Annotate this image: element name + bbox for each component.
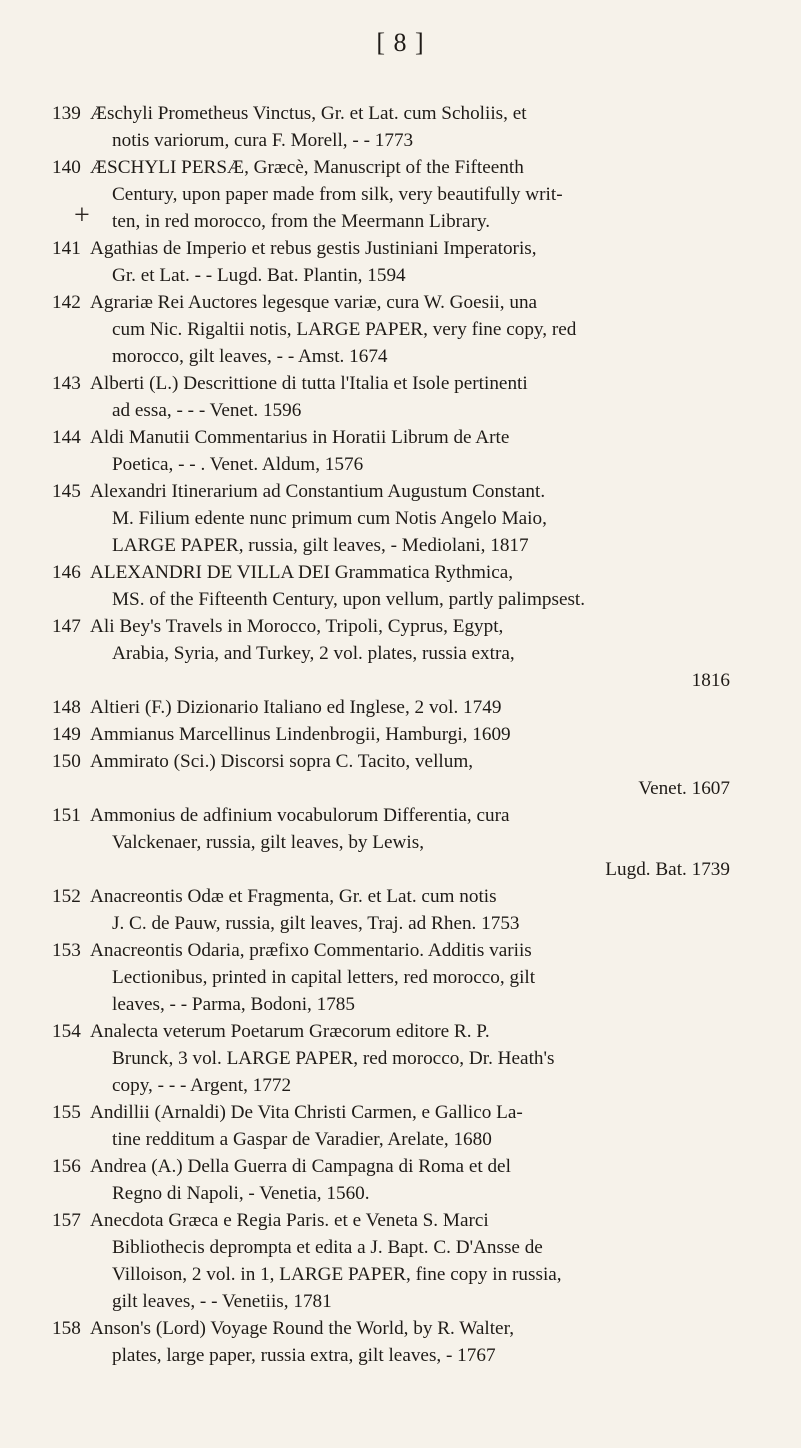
- entry-line: Alberti (L.) Descrittione di tutta l'Italia et Isole pertinenti: [90, 373, 528, 394]
- entry-number: 144: [52, 427, 81, 448]
- entry-number: 149: [52, 724, 81, 745]
- entry-number: 142: [52, 292, 81, 313]
- entry-line: Lugd. Bat. 1739: [605, 859, 730, 880]
- entry-line: gilt leaves, - - Venetiis, 1781: [112, 1291, 332, 1312]
- catalogue-entry: [52, 1153, 732, 1207]
- catalogue-entry: [52, 1315, 732, 1369]
- catalogue-entry: [52, 802, 732, 883]
- entry-line: Agrariæ Rei Auctores legesque variæ, cura W. Goesii, una: [90, 292, 538, 313]
- entry-line: ÆSCHYLI PERSÆ, Græcè, Manuscript of the Fifteenth: [90, 157, 524, 178]
- catalogue-entry: [52, 694, 732, 721]
- catalogue-entries: [52, 100, 732, 1369]
- entry-line: Bibliothecis deprompta et edita a J. Bapt. C. D'Ansse de: [112, 1237, 543, 1258]
- entry-number: 139: [52, 103, 81, 124]
- entry-line: Venet. 1607: [638, 778, 730, 799]
- entry-number: 147: [52, 616, 81, 637]
- entry-line: Poetica, - - . Venet. Aldum, 1576: [112, 454, 364, 475]
- entry-number: 150: [52, 751, 81, 772]
- entry-line: plates, large paper, russia extra, gilt leaves, - 1767: [112, 1345, 496, 1366]
- entry-line: cum Nic. Rigaltii notis, LARGE PAPER, very fine copy, red: [112, 319, 577, 340]
- page-number: [ 8 ]: [376, 28, 425, 57]
- entry-number: 140: [52, 157, 81, 178]
- entry-line: morocco, gilt leaves, - - Amst. 1674: [112, 346, 388, 367]
- entry-line: Brunck, 3 vol. LARGE PAPER, red morocco, Dr. Heath's: [112, 1048, 555, 1069]
- entry-line: leaves, - - Parma, Bodoni, 1785: [112, 994, 355, 1015]
- catalogue-entry: [52, 559, 732, 613]
- entry-line: Anecdota Græca e Regia Paris. et e Veneta S. Marci: [90, 1210, 489, 1231]
- entry-line: tine redditum a Gaspar de Varadier, Arelate, 1680: [112, 1129, 492, 1150]
- entry-line: notis variorum, cura F. Morell, - - 1773: [112, 130, 414, 151]
- catalogue-entry: [52, 613, 732, 694]
- entry-line: J. C. de Pauw, russia, gilt leaves, Traj. ad Rhen. 1753: [112, 913, 520, 934]
- catalogue-entry: [52, 100, 732, 154]
- entry-line: Ali Bey's Travels in Morocco, Tripoli, Cyprus, Egypt,: [90, 616, 504, 637]
- entry-number: 146: [52, 562, 81, 583]
- catalogue-entry: [52, 748, 732, 802]
- catalogue-entry: [52, 721, 732, 748]
- catalogue-entry: [52, 235, 732, 289]
- entry-line: ALEXANDRI DE VILLA DEI Grammatica Rythmica,: [90, 562, 514, 583]
- entry-line: M. Filium edente nunc primum cum Notis Angelo Maio,: [112, 508, 547, 529]
- entry-line: Anacreontis Odæ et Fragmenta, Gr. et Lat. cum notis: [90, 886, 497, 907]
- margin-annotation: +: [74, 200, 90, 231]
- catalogue-entry: [52, 1018, 732, 1099]
- entry-line: Valckenaer, russia, gilt leaves, by Lewis,: [112, 832, 424, 853]
- entry-line: copy, - - - Argent, 1772: [112, 1075, 292, 1096]
- entry-line: Agathias de Imperio et rebus gestis Justiniani Imperatoris,: [90, 238, 537, 259]
- entry-number: 153: [52, 940, 81, 961]
- entry-line: Anson's (Lord) Voyage Round the World, by R. Walter,: [90, 1318, 514, 1339]
- entry-line: Anacreontis Odaria, præfixo Commentario. Additis variis: [90, 940, 532, 961]
- catalogue-entry: [52, 370, 732, 424]
- entry-line: Aldi Manutii Commentarius in Horatii Librum de Arte: [90, 427, 510, 448]
- catalogue-entry: [52, 478, 732, 559]
- catalogue-entry: [52, 1099, 732, 1153]
- entry-line: Villoison, 2 vol. in 1, LARGE PAPER, fine copy in russia,: [112, 1264, 562, 1285]
- entry-line: Æschyli Prometheus Vinctus, Gr. et Lat. cum Scholiis, et: [90, 103, 527, 124]
- entry-number: 156: [52, 1156, 81, 1177]
- entry-number: 154: [52, 1021, 81, 1042]
- entry-line: Andillii (Arnaldi) De Vita Christi Carmen, e Gallico La-: [90, 1102, 523, 1123]
- catalogue-entry: [52, 883, 732, 937]
- catalogue-entry: [52, 154, 732, 235]
- entry-number: 152: [52, 886, 81, 907]
- entry-line: Ammonius de adfinium vocabulorum Differentia, cura: [90, 805, 510, 826]
- entry-line: Andrea (A.) Della Guerra di Campagna di Roma et del: [90, 1156, 511, 1177]
- entry-line: Ammirato (Sci.) Discorsi sopra C. Tacito, vellum,: [90, 751, 474, 772]
- entry-number: 143: [52, 373, 81, 394]
- catalogue-entry: [52, 424, 732, 478]
- entry-line: Gr. et Lat. - - Lugd. Bat. Plantin, 1594: [112, 265, 406, 286]
- catalogue-entry: [52, 937, 732, 1018]
- entry-number: 155: [52, 1102, 81, 1123]
- entry-line: Analecta veterum Poetarum Græcorum editore R. P.: [90, 1021, 490, 1042]
- entry-line: Regno di Napoli, - Venetia, 1560.: [112, 1183, 370, 1204]
- entry-line: ad essa, - - - Venet. 1596: [112, 400, 302, 421]
- catalogue-entry: [52, 1207, 732, 1315]
- entry-line: Ammianus Marcellinus Lindenbrogii, Hamburgi, 1609: [90, 724, 511, 745]
- entry-line: 1816: [691, 670, 730, 691]
- catalogue-entry: [52, 289, 732, 370]
- entry-number: 148: [52, 697, 81, 718]
- entry-line: Alexandri Itinerarium ad Constantium Augustum Constant.: [90, 481, 546, 502]
- entry-number: 141: [52, 238, 81, 259]
- entry-line: Arabia, Syria, and Turkey, 2 vol. plates, russia extra,: [112, 643, 515, 664]
- entry-number: 145: [52, 481, 81, 502]
- entry-line: Century, upon paper made from silk, very beautifully writ-: [112, 184, 563, 205]
- entry-line: Lectionibus, printed in capital letters, red morocco, gilt: [112, 967, 536, 988]
- entry-line: LARGE PAPER, russia, gilt leaves, - Mediolani, 1817: [112, 535, 529, 556]
- entry-number: 158: [52, 1318, 81, 1339]
- entry-line: ten, in red morocco, from the Meermann Library.: [112, 211, 491, 232]
- entry-number: 157: [52, 1210, 81, 1231]
- entry-line: Altieri (F.) Dizionario Italiano ed Inglese, 2 vol. 1749: [90, 697, 502, 718]
- entry-number: 151: [52, 805, 81, 826]
- entry-line: MS. of the Fifteenth Century, upon vellum, partly palimpsest.: [112, 589, 586, 610]
